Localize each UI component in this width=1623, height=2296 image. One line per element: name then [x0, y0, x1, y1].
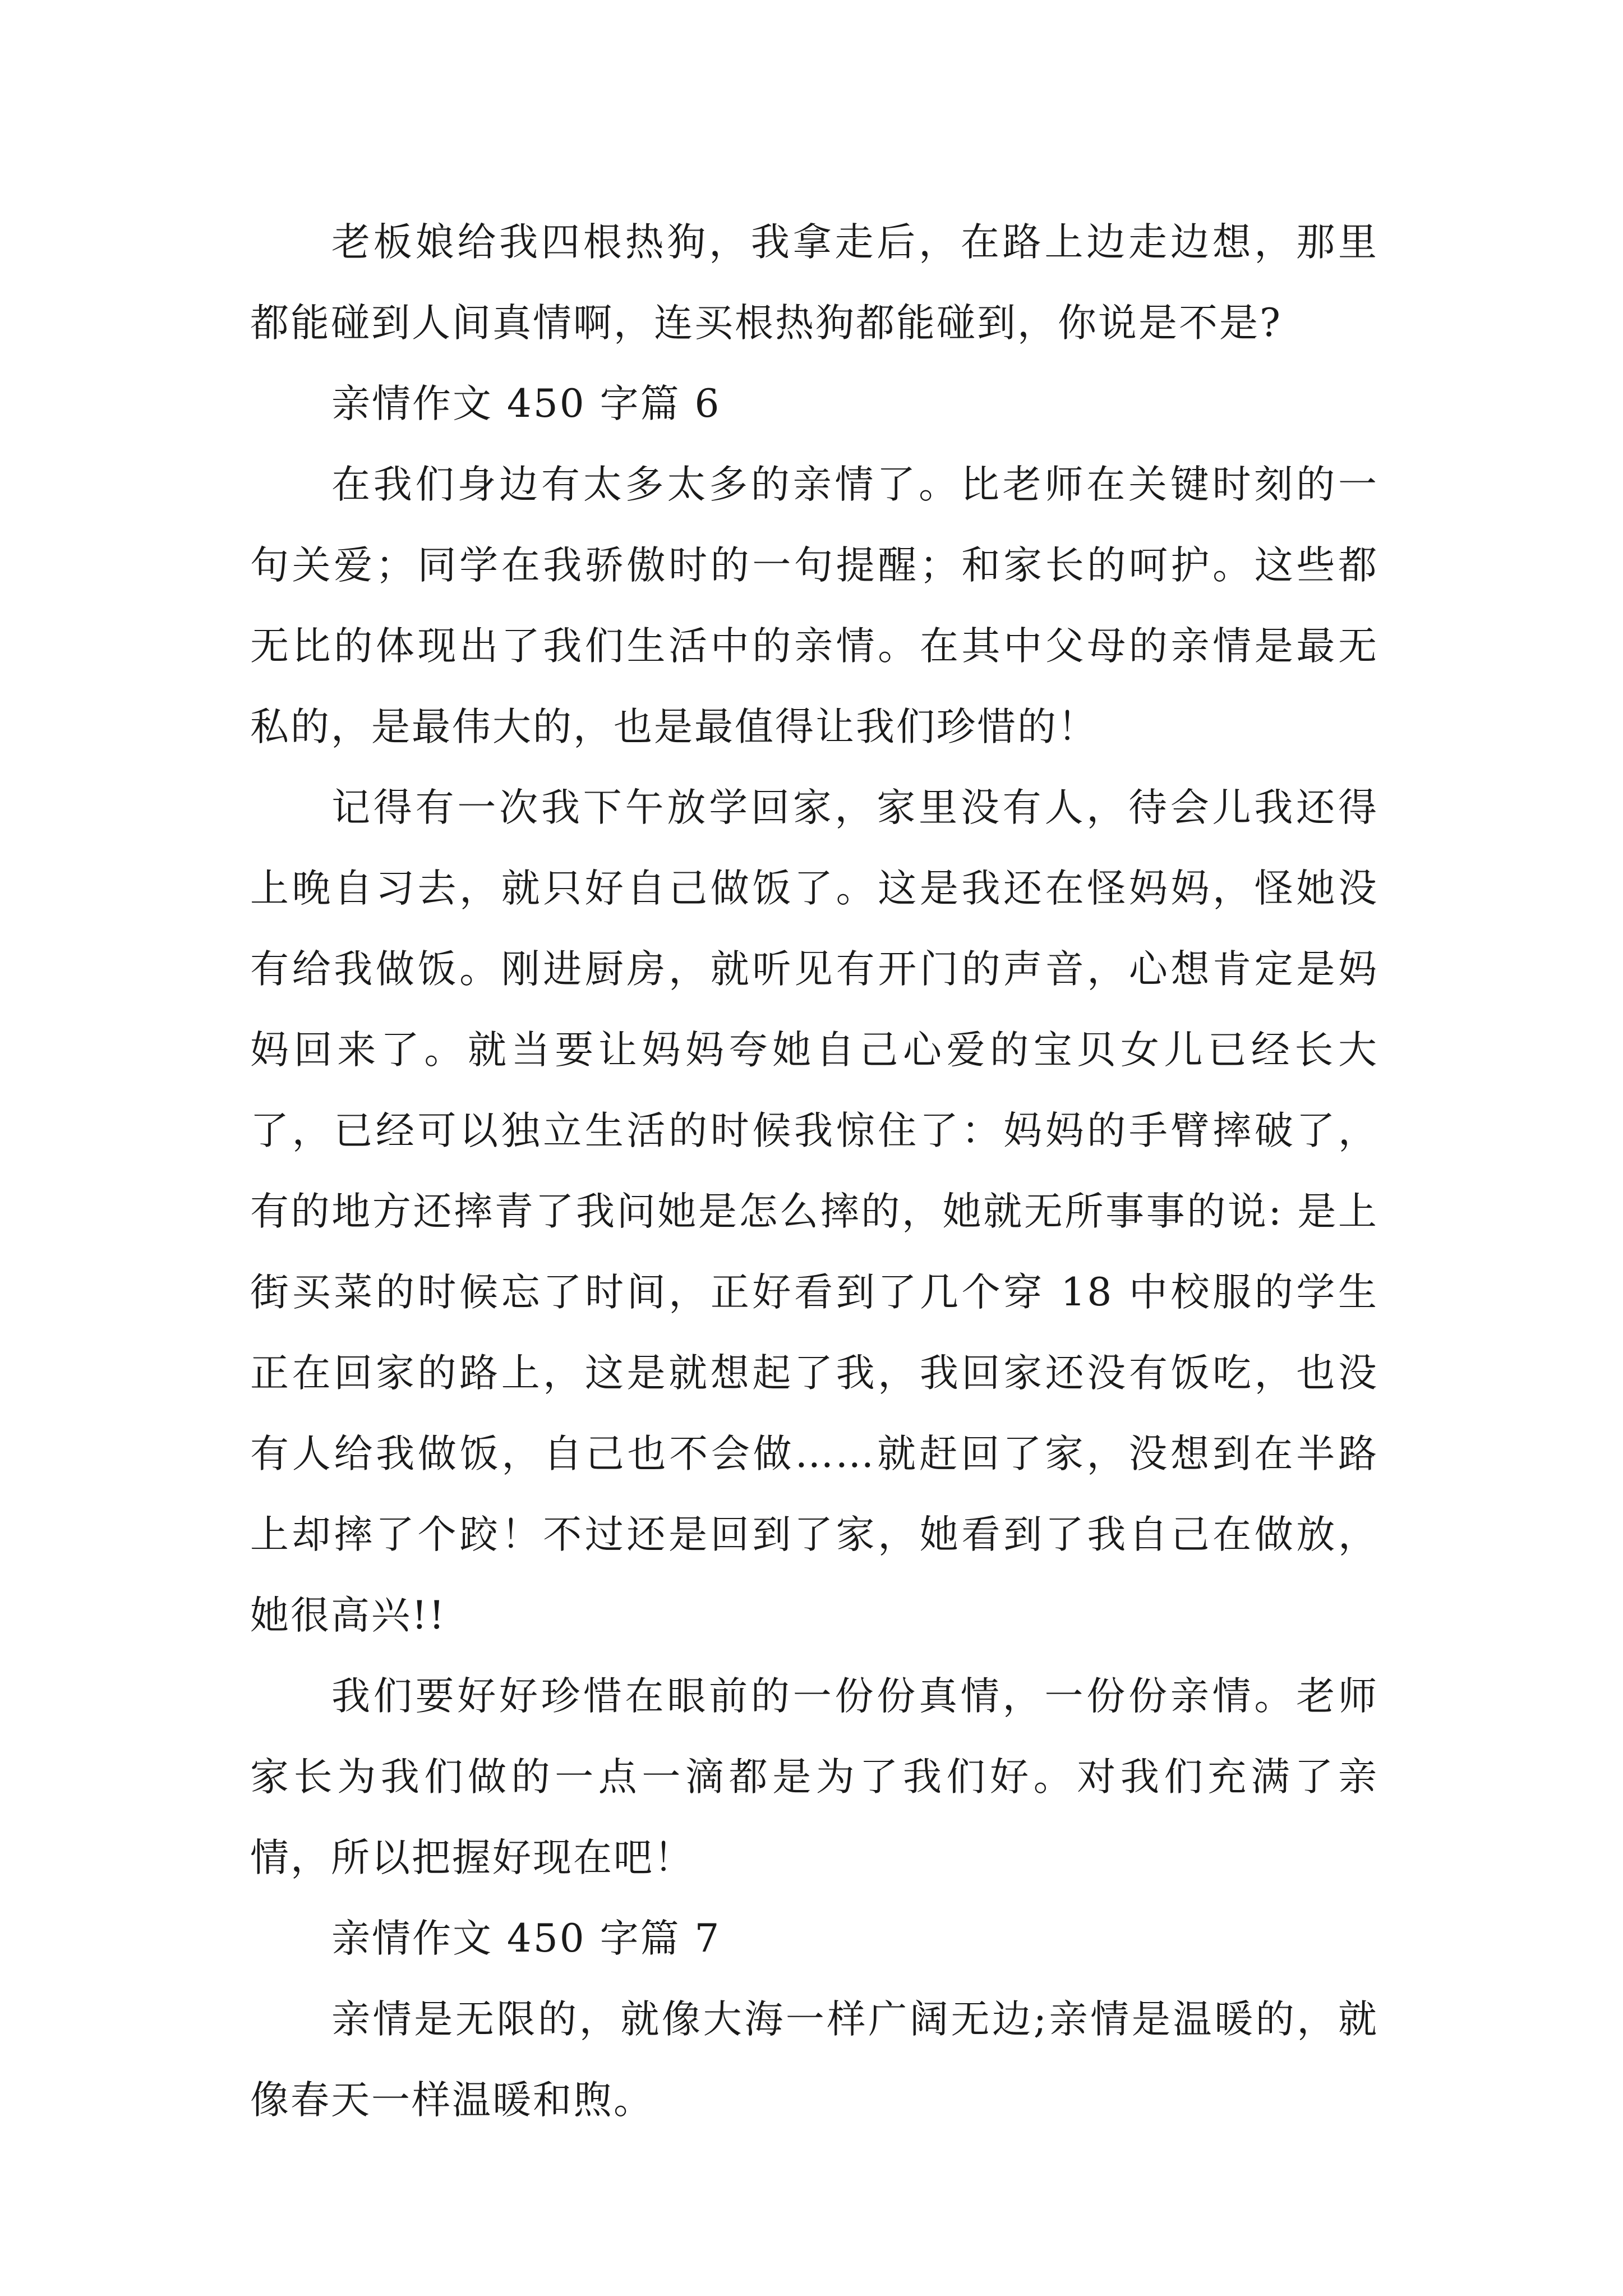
paragraph-intro-7: 亲情是无限的，就像大海一样广阔无边;亲情是温暖的，就像春天一样温暖和煦。 — [250, 1997, 1378, 2123]
paragraph-intro-6: 在我们身边有太多太多的亲情了。比老师在关键时刻的一句关爱；同学在我骄傲时的一句提醒；和家长的呵护。这些都无比的体现出了我们生活中的亲情。在其中父母的亲情是最无私的，是最伟大的，也是最值得让我们珍惜的！ — [250, 462, 1378, 749]
paragraph-story-6: 记得有一次我下午放学回家，家里没有人，待会儿我还得上晚自习去，就只好自己做饭了。这是我还在怪妈妈，怪她没有给我做饭。刚进厨房，就听见有开门的声音，心想肯定是妈妈回来了。就当要让妈妈夸她自己心爱的宝贝女儿已经长大了，已经可以独立生活的时候我惊住了：妈妈的手臂摔破了，有的地方还摔青了我问她是怎么摔的，她就无所事事的说: 是上街买菜的时候忘了时间，正好看到了几个穿 18 中校服的学生正在回家的路上，这是就想起了我，我回家还没有饭吃，也没有人给我做饭，自己也不会做……就赶回了家，没想到在半路上却摔了个跤！不过还是回到了家，她看到了我自己在做放，她很高兴!! — [250, 785, 1378, 1638]
paragraph-conclusion-6: 我们要好好珍惜在眼前的一份份真情，一份份亲情。老师家长为我们做的一点一滴都是为了我们好。对我们充满了亲情，所以把握好现在吧！ — [250, 1674, 1378, 1880]
document-body — [250, 202, 1378, 2141]
section-heading-6: 亲情作文 450 字篇 6 — [331, 381, 721, 426]
paragraph-hotdog-ending: 老板娘给我四根热狗，我拿走后，在路上边走边想，那里都能碰到人间真情啊，连买根热狗都能碰到，你说是不是? — [250, 220, 1378, 346]
section-heading-7: 亲情作文 450 字篇 7 — [331, 1916, 721, 1961]
